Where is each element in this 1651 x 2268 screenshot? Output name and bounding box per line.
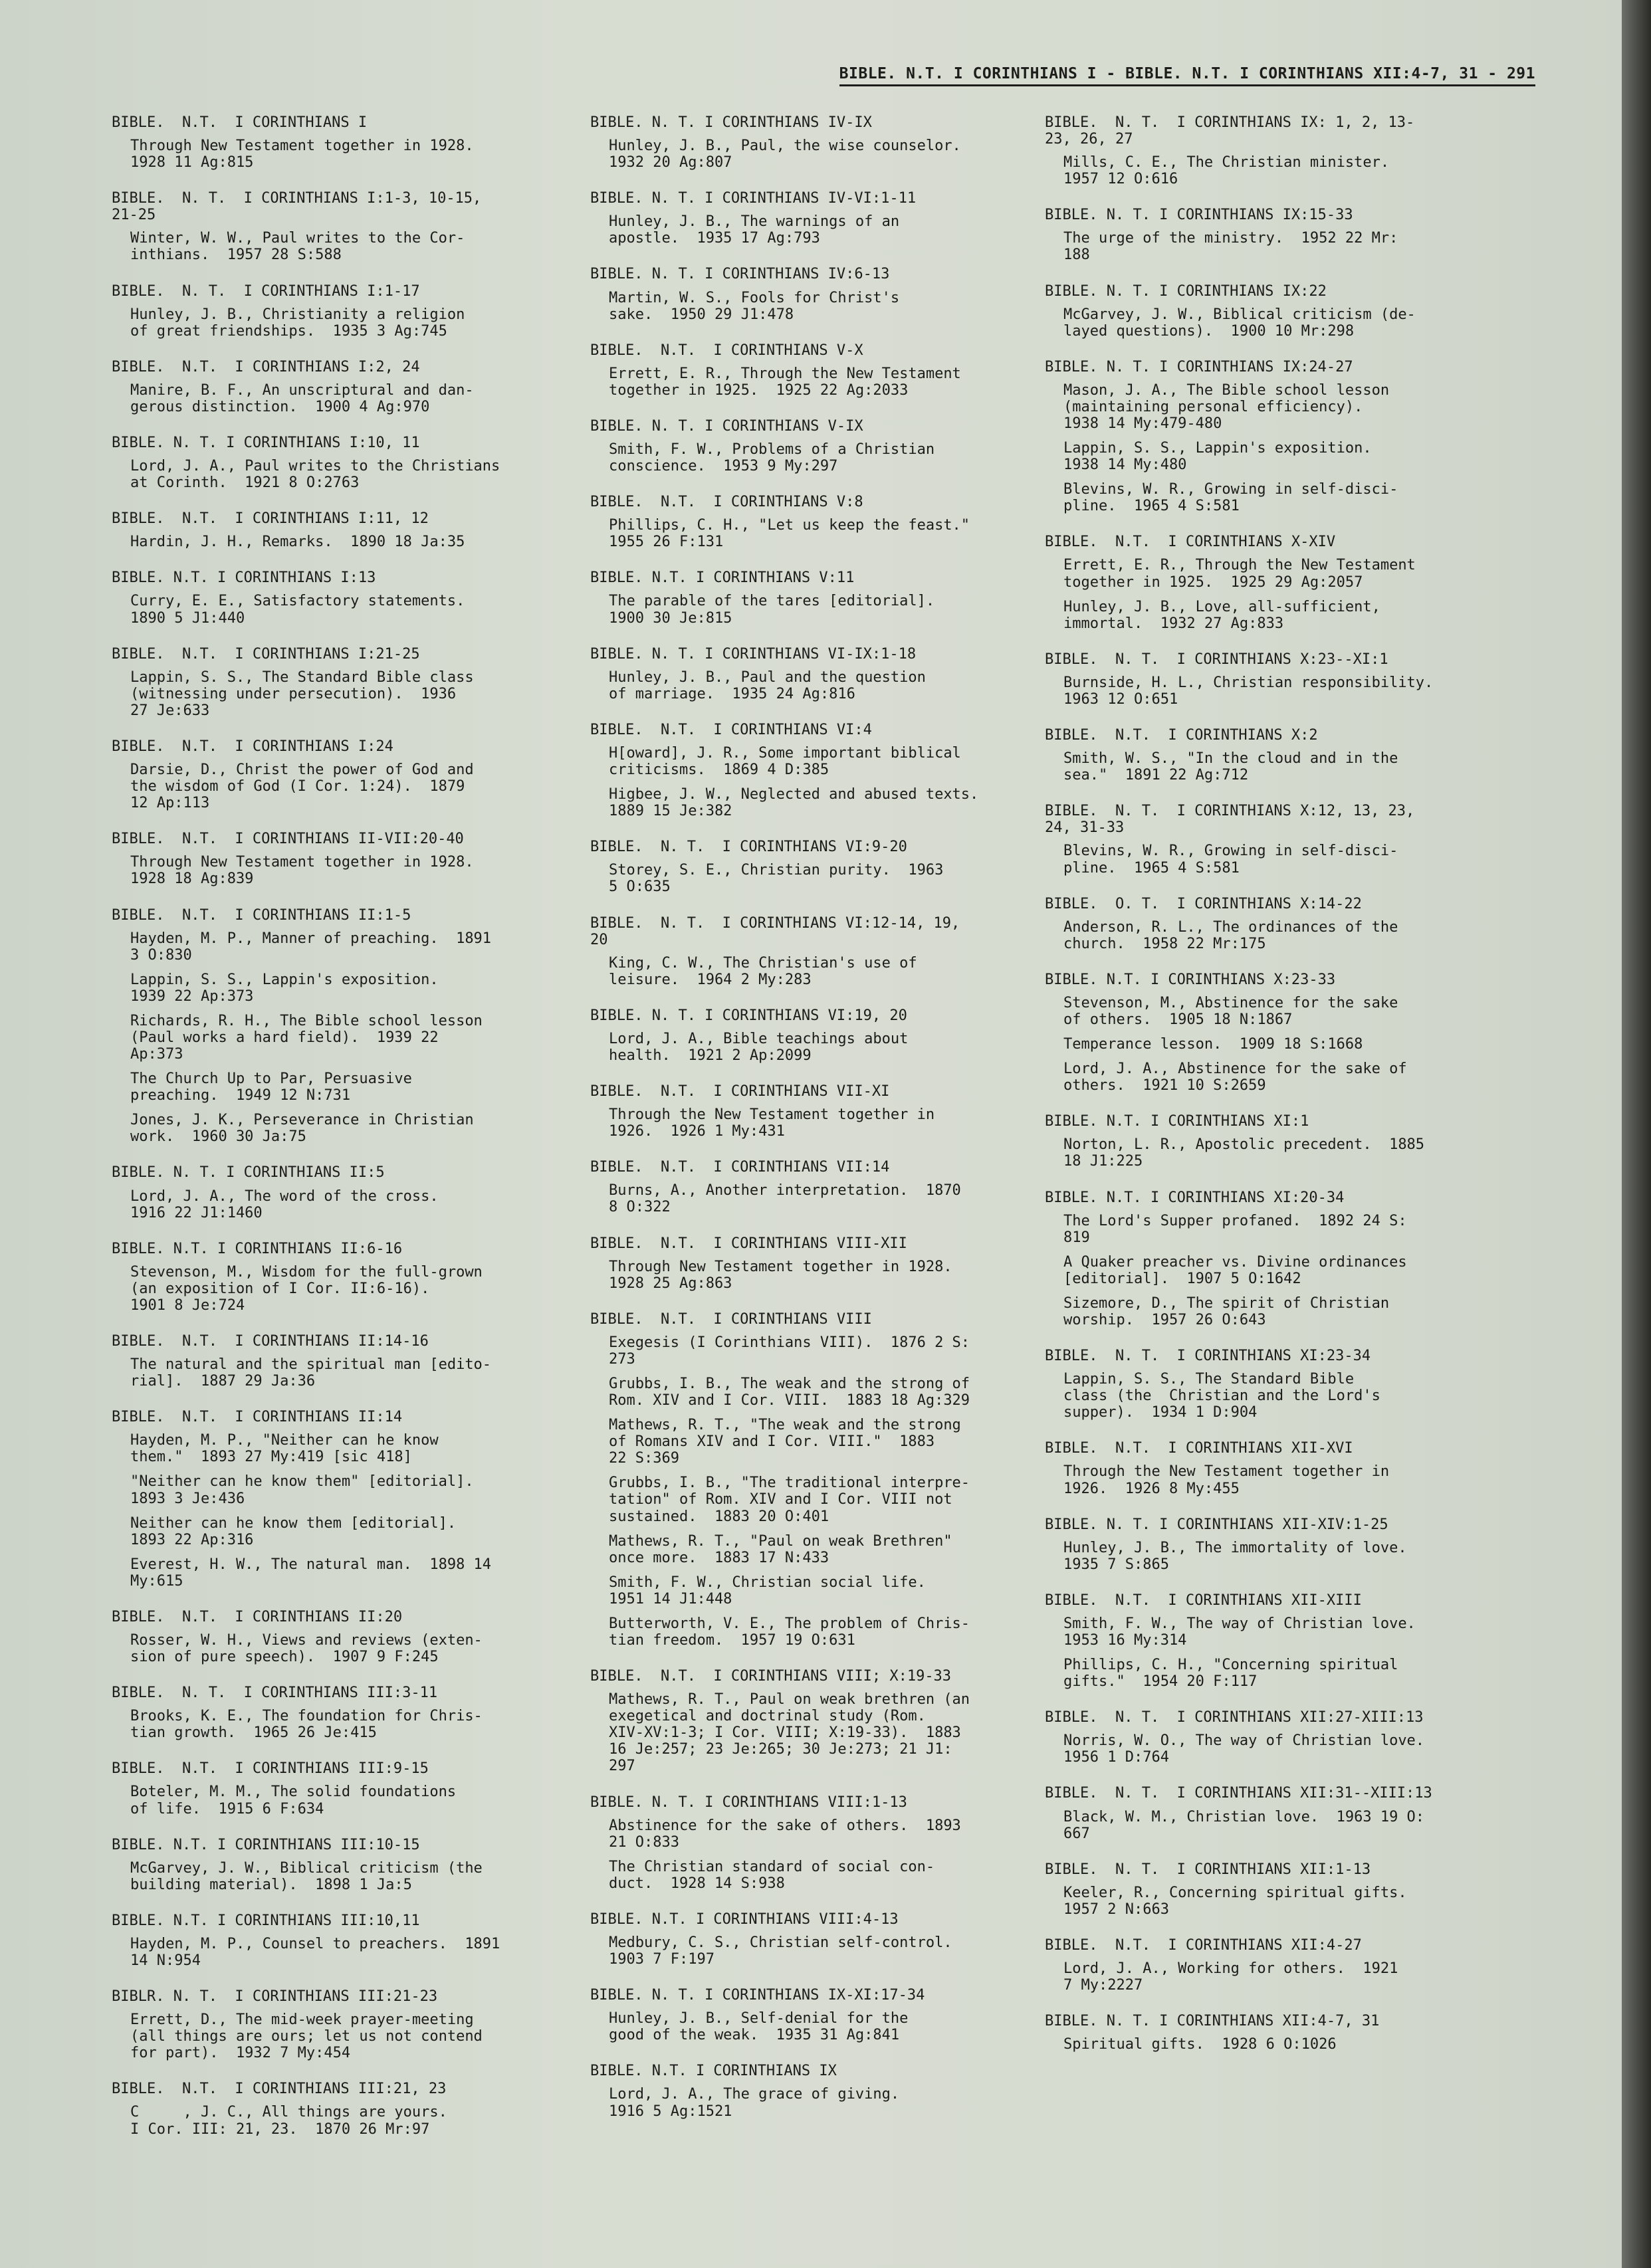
citation: Storey, S. E., Christian purity. 1963 5 O:635 xyxy=(609,862,944,896)
citation: Black, W. M., Christian love. 1963 19 O: 667 xyxy=(1063,1808,1425,1842)
index-entry xyxy=(112,1409,604,1590)
citation: Stevenson, M., Abstinence for the sake of others. 1905 18 N:1867 xyxy=(1063,994,1398,1028)
entry-heading: BIBLE. N.T. I CORINTHIANS I xyxy=(112,114,368,131)
citation: Smith, F. W., Christian social life. 1951 14 J1:448 xyxy=(609,1574,926,1607)
entry-heading: BIBLE. N.T. I CORINTHIANS II:20 xyxy=(112,1608,403,1625)
entry-heading: BIBLE. N.T. I CORINTHIANS VIII:4-13 xyxy=(590,1910,899,1928)
index-entry xyxy=(590,915,1082,988)
index-entry xyxy=(1045,727,1537,783)
entry-heading: BIBLE. N. T. I CORINTHIANS VI:12-14, 19, 20 xyxy=(590,914,960,948)
citation: Lappin, S. S., The Standard Bible class (the Christian and the Lord's supper). 1934 1 D:904 xyxy=(1063,1371,1380,1421)
entry-heading: BIBLE. O. T. I CORINTHIANS X:14-22 xyxy=(1045,895,1362,912)
index-entry xyxy=(1045,1937,1537,1994)
index-entry xyxy=(112,359,604,415)
citation: Sizemore, D., The spirit of Christian worship. 1957 26 O:643 xyxy=(1063,1294,1390,1328)
entry-heading: BIBLE. N. T. I CORINTHIANS V-IX xyxy=(590,417,863,435)
citation: Stevenson, M., Wisdom for the full-grown (an exposition of I Cor. II:6-16). 1901 8 Je:724 xyxy=(130,1263,483,1314)
entry-heading: BIBLE. N.T. I CORINTHIANS III:21, 23 xyxy=(112,2081,447,2098)
citation: Martin, W. S., Fools for Christ's sake. 1950 29 J1:478 xyxy=(609,289,900,323)
entry-heading: BIBLE. N. T. I CORINTHIANS XII:31--XIII:13 xyxy=(1045,1785,1432,1802)
citation: H[oward], J. R., Some important biblical criticisms. 1869 4 D:385 xyxy=(609,744,961,779)
entry-heading: BIBLE. N. T. I CORINTHIANS IX:15-33 xyxy=(1045,207,1353,224)
citation: Norton, L. R., Apostolic precedent. 1885 18 J1:225 xyxy=(1063,1136,1425,1170)
citation: Mason, J. A., The Bible school lesson (maintaining personal efficiency). 1938 14 My:479-480 xyxy=(1063,381,1390,433)
citation: Through the New Testament together in 1926. 1926 8 My:455 xyxy=(1063,1463,1390,1497)
citation: Abstinence for the sake of others. 1893 21 O:833 xyxy=(609,1817,961,1851)
entry-heading: BIBLE. N. T. I CORINTHIANS IX:24-27 xyxy=(1045,358,1353,375)
citation: Hunley, J. B., Self-denial for the good of the weak. 1935 31 Ag:841 xyxy=(609,2010,909,2044)
citation: Medbury, C. S., Christian self-control. 1903 7 F:197 xyxy=(609,1934,952,1968)
citation: Brooks, K. E., The foundation for Chris- tian growth. 1965 26 Je:415 xyxy=(130,1708,483,1742)
citation: Neither can he know them [editorial]. 1893 22 Ap:316 xyxy=(130,1514,457,1548)
index-entry xyxy=(590,494,1082,550)
citation: Lord, J. A., Paul writes to the Christians at Corinth. 1921 8 O:2763 xyxy=(130,458,500,492)
index-entry xyxy=(1045,1440,1537,1496)
index-entry xyxy=(590,1083,1082,1140)
entry-heading: BIBLR. N. T. I CORINTHIANS III:21-23 xyxy=(112,1988,438,2006)
citation: Jones, J. K., Perseverance in Christian work. 1960 30 Ja:75 xyxy=(130,1112,474,1146)
citation: Burns, A., Another interpretation. 1870 8 O:322 xyxy=(609,1182,961,1216)
citation: Richards, R. H., The Bible school lesson (Paul works a hard field). 1939 22 Ap:373 xyxy=(130,1012,483,1063)
index-entry xyxy=(1045,359,1537,515)
entry-heading: BIBLE. N. T. I CORINTHIANS X:12, 13, 23, 24, 31-33 xyxy=(1045,803,1415,837)
citation: Lappin, S. S., Lappin's exposition. 1939 22 Ap:373 xyxy=(130,971,439,1005)
entry-heading: BIBLE. N. T. I CORINTHIANS VI:19, 20 xyxy=(590,1007,907,1024)
citation: The urge of the ministry. 1952 22 Mr: 188 xyxy=(1063,230,1398,264)
citation: Grubbs, I. B., The weak and the strong of Rom. XIV and I Cor. VIII. 1883 18 Ag:329 xyxy=(609,1375,970,1409)
citation: Hunley, J. B., The warnings of an apostle. 1935 17 Ag:793 xyxy=(609,213,900,247)
index-entry xyxy=(112,646,604,719)
entry-heading: BIBLE. N.T. I CORINTHIANS I:24 xyxy=(112,738,393,755)
entry-heading: BIBLE. N. T. I CORINTHIANS IX-XI:17-34 xyxy=(590,1987,925,2004)
index-entry xyxy=(1045,803,1537,876)
index-entry xyxy=(1045,207,1537,263)
citation: Lord, J. A., Working for others. 1921 7 My:2227 xyxy=(1063,1960,1398,1994)
entry-heading: BIBLE. N.T. I CORINTHIANS III:10,11 xyxy=(112,1912,420,1929)
index-entry xyxy=(1045,896,1537,952)
citation: Lappin, S. S., The Standard Bible class (witnessing under persecution). 1936 27 Je:633 xyxy=(130,669,474,719)
citation: Smith, F. W., Problems of a Christian conscience. 1953 9 My:297 xyxy=(609,441,935,475)
index-entry xyxy=(590,839,1082,895)
citation: Keeler, R., Concerning spiritual gifts. 1957 2 N:663 xyxy=(1063,1884,1407,1918)
entry-heading: BIBLE. N. T. I CORINTHIANS III:3-11 xyxy=(112,1685,438,1702)
entry-heading: BIBLE. N. T. I CORINTHIANS X:23--XI:1 xyxy=(1045,651,1388,668)
index-entry xyxy=(112,1760,604,1817)
entry-heading: BIBLE. N.T. I CORINTHIANS I:11, 12 xyxy=(112,510,429,528)
entry-heading: BIBLE. N.T. I CORINTHIANS V:11 xyxy=(590,569,855,587)
index-entry xyxy=(590,1159,1082,1215)
citation: Grubbs, I. B., "The traditional interpre- tation" of Rom. XIV and I Cor. VIII not sustained. 1883 20 O:401 xyxy=(609,1475,970,1525)
entry-heading: BIBLE. N. T. I CORINTHIANS I:10, 11 xyxy=(112,435,420,452)
entry-heading: BIBLE. N. T. I CORINTHIANS IV-VI:1-11 xyxy=(590,190,917,207)
entry-heading: BIBLE. N.T. I CORINTHIANS X:2 xyxy=(1045,727,1318,744)
entry-heading: BIBLE. N.T. I CORINTHIANS II:6-16 xyxy=(112,1240,403,1257)
citation: Hunley, J. B., Love, all-sufficient, immortal. 1932 27 Ag:833 xyxy=(1063,598,1380,632)
entry-heading: BIBLE. N.T. I CORINTHIANS V:8 xyxy=(590,494,863,511)
citation: Through New Testament together in 1928. 1928 25 Ag:863 xyxy=(609,1258,952,1292)
index-entry xyxy=(590,190,1082,247)
index-entry xyxy=(1045,1189,1537,1329)
page-edge-shadow xyxy=(1622,0,1651,2268)
citation: A Quaker preacher vs. Divine ordinances [editorial]. 1907 5 O:1642 xyxy=(1063,1253,1407,1287)
index-entry xyxy=(1045,651,1537,708)
citation: McGarvey, J. W., Biblical criticism (de- layed questions). 1900 10 Mr:298 xyxy=(1063,306,1416,340)
citation: Errett, E. R., Through the New Testament together in 1925. 1925 22 Ag:2033 xyxy=(609,365,961,399)
citation: Through New Testament together in 1928. 1928 11 Ag:815 xyxy=(130,138,474,171)
citation: Mathews, R. T., "Paul on weak Brethren" once more. 1883 17 N:433 xyxy=(609,1532,952,1566)
entry-heading: BIBLE. N.T. I CORINTHIANS XII-XIII xyxy=(1045,1592,1362,1609)
index-entry xyxy=(590,1987,1082,2043)
citation: Lord, J. A., The word of the cross. 1916 22 J1:1460 xyxy=(130,1187,439,1221)
entry-heading: BIBLE. N. T. I CORINTHIANS I:1-3, 10-15, 21-25 xyxy=(112,190,482,224)
citation: Lappin, S. S., Lappin's exposition. 1938 14 My:480 xyxy=(1063,440,1372,474)
entry-heading: BIBLE. N. T. I CORINTHIANS IV:6-13 xyxy=(590,266,890,283)
entry-heading: BIBLE. N.T. I CORINTHIANS VIII; X:19-33 xyxy=(590,1668,952,1685)
entry-heading: BIBLE. N. T. I CORINTHIANS XII:1-13 xyxy=(1045,1861,1371,1878)
index-entry xyxy=(1045,1861,1537,1918)
citation: Hayden, M. P., "Neither can he know them." 1893 27 My:419 [sic 418] xyxy=(130,1432,439,1466)
entry-heading: BIBLE. N. T. I CORINTHIANS VI-IX:1-18 xyxy=(590,645,917,663)
index-entry xyxy=(112,569,604,626)
citation: Lord, J. A., The grace of giving. 1916 5 Ag:1521 xyxy=(609,2086,900,2120)
citation: Manire, B. F., An unscriptural and dan- gerous distinction. 1900 4 Ag:970 xyxy=(130,381,474,415)
index-entry xyxy=(590,569,1082,626)
entry-heading: BIBLE. N.T. I CORINTHIANS VI:4 xyxy=(590,721,872,738)
citation: "Neither can he know them" [editorial]. 1893 3 Je:436 xyxy=(130,1473,474,1507)
index-entry xyxy=(112,1837,604,1893)
index-entry xyxy=(112,114,604,171)
entry-heading: BIBLE. N. T. I CORINTHIANS XII-XIV:1-25 xyxy=(1045,1516,1388,1533)
citation: Mills, C. E., The Christian minister. 1957 12 O:616 xyxy=(1063,154,1390,188)
citation: Mathews, R. T., Paul on weak brethren (an exegetical and doctrinal study (Rom. XIV-XV:1-3; I Cor. VIII; X:19-33). 1883 16 Je:257; 23 Je:265; 30 Je:273; 21 J1: 297 xyxy=(609,1691,970,1775)
entry-heading: BIBLE. N.T. I CORINTHIANS V-X xyxy=(590,342,863,359)
citation: Spiritual gifts. 1928 6 O:1026 xyxy=(1063,2036,1337,2053)
entry-heading: BIBLE. N.T. I CORINTHIANS II:14 xyxy=(112,1409,403,1426)
index-entry xyxy=(1045,1592,1537,1690)
citation: Phillips, C. H., "Concerning spiritual gifts." 1954 20 F:117 xyxy=(1063,1657,1398,1691)
index-entry xyxy=(1045,1785,1537,1841)
entry-heading: BIBLE. N.T. I CORINTHIANS XII-XVI xyxy=(1045,1440,1353,1457)
entry-heading: BIBLE. N.T. I CORINTHIANS X-XIV xyxy=(1045,534,1336,551)
index-entry xyxy=(590,342,1082,399)
index-entry xyxy=(590,1007,1082,1064)
index-entry xyxy=(590,266,1082,322)
citation: Lord, J. A., Bible teachings about health. 1921 2 Ap:2099 xyxy=(609,1030,909,1064)
citation: Blevins, W. R., Growing in self-disci- pline. 1965 4 S:581 xyxy=(1063,481,1398,515)
entry-heading: BIBLE. N.T. I CORINTHIANS XI:1 xyxy=(1045,1113,1309,1130)
citation: McGarvey, J. W., Biblical criticism (the building material). 1898 1 Ja:5 xyxy=(130,1859,483,1893)
entry-heading: BIBLE. N. T. I CORINTHIANS IX:22 xyxy=(1045,282,1327,300)
citation: Curry, E. E., Satisfactory statements. 1890 5 J1:440 xyxy=(130,593,465,627)
citation: Darsie, D., Christ the power of God and the wisdom of God (I Cor. 1:24). 1879 12 Ap:113 xyxy=(130,762,474,812)
entry-heading: BIBLE. N. T. I CORINTHIANS VI:9-20 xyxy=(590,839,907,856)
entry-heading: BIBLE. N.T. I CORINTHIANS II-VII:20-40 xyxy=(112,831,464,848)
citation: Blevins, W. R., Growing in self-disci- pline. 1965 4 S:581 xyxy=(1063,843,1398,876)
entry-heading: BIBLE. N.T. I CORINTHIANS III:9-15 xyxy=(112,1760,429,1778)
index-entry xyxy=(112,738,604,811)
citation: Hayden, M. P., Manner of preaching. 1891 3 O:830 xyxy=(130,930,492,964)
entry-heading: BIBLE. N.T. I CORINTHIANS IX xyxy=(590,2063,837,2080)
index-entry xyxy=(1045,1113,1537,1170)
citation: Mathews, R. T., "The weak and the strong of Romans XIV and I Cor. VIII." 1883 22 S:369 xyxy=(609,1417,961,1467)
citation: C , J. C., All things are yours. I Cor. III: 21, 23. 1870 26 Mr:97 xyxy=(130,2104,447,2138)
citation: Lord, J. A., Abstinence for the sake of others. 1921 10 S:2659 xyxy=(1063,1061,1407,1094)
index-entry xyxy=(590,1235,1082,1292)
citation: Hardin, J. H., Remarks. 1890 18 Ja:35 xyxy=(130,534,465,551)
citation: The Lord's Supper profaned. 1892 24 S: 819 xyxy=(1063,1212,1407,1246)
index-entry xyxy=(590,418,1082,474)
citation: Burnside, H. L., Christian responsibility. 1963 12 O:651 xyxy=(1063,674,1434,708)
index-entry xyxy=(112,510,604,550)
citation: Smith, W. S., "In the cloud and in the sea." 1891 22 Ag:712 xyxy=(1063,750,1398,784)
citation: Exegesis (I Corinthians VIII). 1876 2 S: 273 xyxy=(609,1334,970,1368)
index-entry xyxy=(590,1311,1082,1649)
index-entry xyxy=(590,1794,1082,1892)
entry-heading: BIBLE. N.T. I CORINTHIANS XII:4-27 xyxy=(1045,1936,1362,1954)
index-entry xyxy=(112,1241,604,1314)
entry-heading: BIBLE. N. T. I CORINTHIANS IX: 1, 2, 13- 23, 26, 27 xyxy=(1045,114,1415,148)
entry-heading: BIBLE. N.T. I CORINTHIANS I:2, 24 xyxy=(112,358,420,375)
entry-heading: BIBLE. N.T. I CORINTHIANS VIII xyxy=(590,1310,872,1328)
index-entry xyxy=(1045,1516,1537,1573)
index-entry xyxy=(1045,283,1537,340)
citation: Through the New Testament together in 1926. 1926 1 My:431 xyxy=(609,1106,935,1140)
entry-heading: BIBLE. N.T. I CORINTHIANS II:14-16 xyxy=(112,1332,429,1350)
citation: Rosser, W. H., Views and reviews (exten- sion of pure speech). 1907 9 F:245 xyxy=(130,1632,483,1666)
entry-heading: BIBLE. N.T. I CORINTHIANS VII:14 xyxy=(590,1159,890,1176)
entry-heading: BIBLE. N.T. I CORINTHIANS I:21-25 xyxy=(112,645,420,663)
entry-heading: BIBLE. N. T. I CORINTHIANS XII:27-XIII:13 xyxy=(1045,1709,1424,1726)
index-entry xyxy=(1045,1709,1537,1766)
index-entry xyxy=(1045,114,1537,187)
index-entry xyxy=(112,1685,604,1741)
citation: Errett, E. R., Through the New Testament together in 1925. 1925 29 Ag:2057 xyxy=(1063,557,1416,591)
index-entry xyxy=(590,1911,1082,1968)
citation: Everest, H. W., The natural man. 1898 14 My:615 xyxy=(130,1556,492,1590)
index-entry xyxy=(112,907,604,1146)
running-head: BIBLE. N.T. I CORINTHIANS I - BIBLE. N.T. I CORINTHIANS XII:4-7, 31 - 291 xyxy=(839,65,1535,86)
index-entry xyxy=(112,2081,604,2137)
index-entry xyxy=(590,722,1082,819)
citation: Hunley, J. B., Paul and the question of marriage. 1935 24 Ag:816 xyxy=(609,669,926,702)
citation: Hayden, M. P., Counsel to preachers. 1891 14 N:954 xyxy=(130,1935,500,1970)
index-entry xyxy=(112,1333,604,1390)
citation: The natural and the spiritual man [edito- rial]. 1887 29 Ja:36 xyxy=(130,1356,492,1390)
citation: King, C. W., The Christian's use of leisure. 1964 2 My:283 xyxy=(609,954,917,988)
entry-heading: BIBLE. N. T. I CORINTHIANS I:1-17 xyxy=(112,282,420,300)
citation: The parable of the tares [editorial]. 1900 30 Je:815 xyxy=(609,593,935,627)
index-entry xyxy=(112,1988,604,2061)
index-entry xyxy=(112,1164,604,1221)
index-entry xyxy=(112,831,604,887)
citation: Norris, W. O., The way of Christian love. 1956 1 D:764 xyxy=(1063,1732,1425,1766)
citation: Winter, W. W., Paul writes to the Cor- inthians. 1957 28 S:588 xyxy=(130,230,465,264)
entry-heading: BIBLE. N. T. I CORINTHIANS IV-IX xyxy=(590,114,872,131)
index-entry xyxy=(590,646,1082,702)
entry-heading: BIBLE. N. T. I CORINTHIANS II:5 xyxy=(112,1164,385,1182)
citation: The Christian standard of social con- duct. 1928 14 S:938 xyxy=(609,1858,935,1892)
citation: Butterworth, V. E., The problem of Chris- tian freedom. 1957 19 O:631 xyxy=(609,1615,970,1649)
citation: The Church Up to Par, Persuasive preaching. 1949 12 N:731 xyxy=(130,1071,412,1104)
index-entry xyxy=(112,435,604,491)
entry-heading: BIBLE. N.T. I CORINTHIANS I:13 xyxy=(112,569,376,587)
column-1 xyxy=(112,114,604,2157)
index-entry xyxy=(590,114,1082,171)
entry-heading: BIBLE. N. T. I CORINTHIANS XI:23-34 xyxy=(1045,1348,1371,1365)
index-entry xyxy=(1045,1348,1537,1421)
citation: Hunley, J. B., Paul, the wise counselor. 1932 20 Ag:807 xyxy=(609,138,961,171)
entry-heading: BIBLE. N.T. I CORINTHIANS XI:20-34 xyxy=(1045,1189,1345,1206)
citation: Through New Testament together in 1928. 1928 18 Ag:839 xyxy=(130,854,474,888)
index-entry xyxy=(112,1912,604,1969)
citation: Smith, F. W., The way of Christian love. 1953 16 My:314 xyxy=(1063,1615,1416,1649)
index-entry xyxy=(112,283,604,340)
index-entry xyxy=(1045,534,1537,631)
citation: Anderson, R. L., The ordinances of the church. 1958 22 Mr:175 xyxy=(1063,918,1398,952)
entry-heading: BIBLE. N.T. I CORINTHIANS VII-XI xyxy=(590,1083,890,1100)
entry-heading: BIBLE. N.T. I CORINTHIANS X:23-33 xyxy=(1045,971,1336,988)
citation: Temperance lesson. 1909 18 S:1668 xyxy=(1063,1036,1363,1053)
entry-heading: BIBLE. N.T. I CORINTHIANS III:10-15 xyxy=(112,1836,420,1853)
entry-heading: BIBLE. N.T. I CORINTHIANS II:1-5 xyxy=(112,906,411,924)
entry-heading: BIBLE. N. T. I CORINTHIANS VIII:1-13 xyxy=(590,1794,907,1811)
index-entry xyxy=(590,1668,1082,1774)
index-entry xyxy=(1045,972,1537,1094)
citation: Hunley, J. B., The immortality of love. 1935 7 S:865 xyxy=(1063,1539,1407,1573)
index-entry xyxy=(112,1609,604,1665)
citation: Phillips, C. H., "Let us keep the feast." 1955 26 F:131 xyxy=(609,517,970,551)
citation: Higbee, J. W., Neglected and abused texts. 1889 15 Je:382 xyxy=(609,786,979,820)
entry-heading: BIBLE. N.T. I CORINTHIANS VIII-XII xyxy=(590,1235,907,1252)
index-entry xyxy=(1045,2013,1537,2053)
index-entry xyxy=(590,2063,1082,2119)
citation: Errett, D., The mid-week prayer-meeting (all things are ours; let us not contend for part). 1932 7 My:454 xyxy=(130,2011,483,2062)
index-entry xyxy=(112,190,604,263)
column-3 xyxy=(1045,114,1537,2072)
citation: Boteler, M. M., The solid foundations of life. 1915 6 F:634 xyxy=(130,1784,457,1817)
citation: Hunley, J. B., Christianity a religion of great friendships. 1935 3 Ag:745 xyxy=(130,306,465,340)
entry-heading: BIBLE. N. T. I CORINTHIANS XII:4-7, 31 xyxy=(1045,2013,1380,2030)
column-2 xyxy=(590,114,1082,2139)
